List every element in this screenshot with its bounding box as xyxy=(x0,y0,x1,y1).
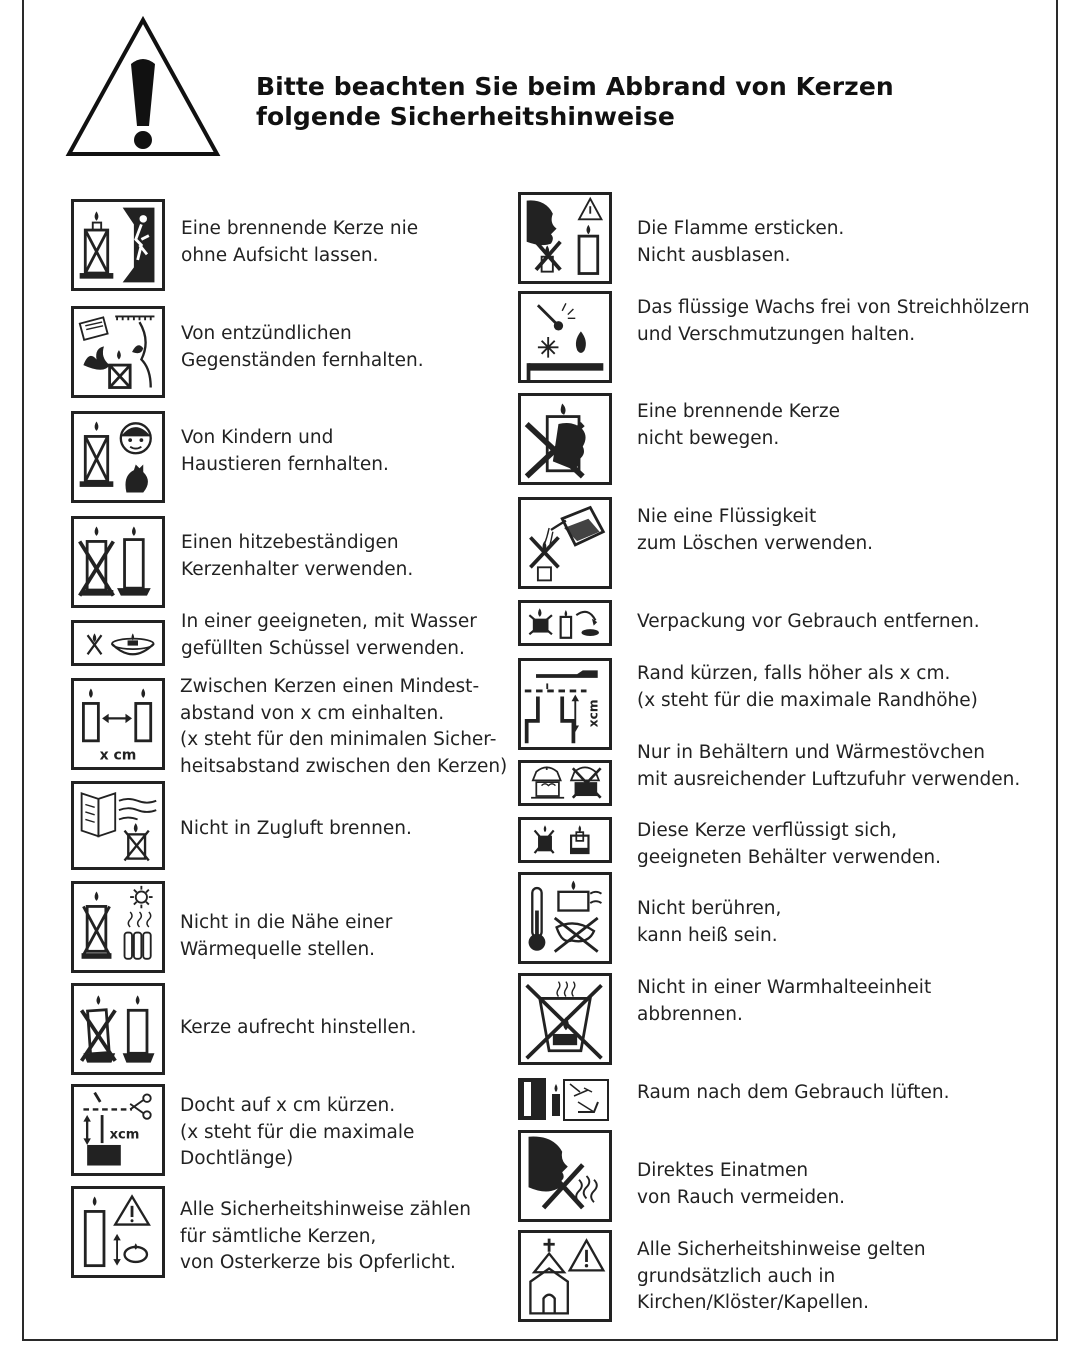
instruction-line: Nie eine Flüssigkeit xyxy=(637,506,817,527)
instruction-line: nicht bewegen. xyxy=(637,427,780,449)
remove-packaging-icon xyxy=(518,600,612,646)
instruction-line: Alle Sicherheitshinweise zählen xyxy=(180,1199,471,1220)
instruction-text xyxy=(637,399,840,452)
upright-candle-icon xyxy=(71,983,165,1075)
instruction-line: grundsätzlich auch in xyxy=(637,1265,836,1287)
instruction-line: abbrennen. xyxy=(637,1003,743,1025)
instruction-line: zum Löschen verwenden. xyxy=(637,532,874,554)
svg-text:x cm: x cm xyxy=(99,747,137,764)
instruction-line: für sämtliche Kerzen, xyxy=(180,1225,377,1247)
no-inhale-smoke-icon xyxy=(518,1130,612,1222)
instruction-line: von Osterkerze bis Opferlicht. xyxy=(180,1252,456,1273)
svg-text:xcm: xcm xyxy=(109,1127,140,1143)
instruction-line: (x steht für die maximale xyxy=(180,1121,415,1143)
candle-distance-icon xyxy=(71,678,165,770)
instruction-text xyxy=(637,1158,845,1211)
ventilate-room-icon xyxy=(518,1076,612,1122)
instruction-line: Von entzündlichen xyxy=(181,323,352,344)
title-line-1: Bitte beachten Sie beim Abbrand von Kerzen xyxy=(256,72,894,101)
instruction-text xyxy=(180,1093,414,1173)
instruction-text xyxy=(181,425,389,478)
instruction-text xyxy=(637,975,931,1028)
instruction-line: Das flüssige Wachs frei von Streichhölzern xyxy=(637,297,1030,318)
instruction-line: gefüllten Schüssel verwenden. xyxy=(181,637,465,659)
instruction-line: Nicht in einer Warmhalteeinheit xyxy=(637,977,932,998)
instruction-text xyxy=(181,216,418,269)
instruction-text xyxy=(637,818,941,871)
instruction-line: Docht auf x cm kürzen. xyxy=(180,1095,396,1116)
draught-icon xyxy=(71,781,165,870)
instruction-line: Gegenständen fernhalten. xyxy=(181,349,424,371)
instruction-line: Verpackung vor Gebrauch entfernen. xyxy=(637,611,980,632)
instruction-line: Alle Sicherheitshinweise gelten xyxy=(637,1239,926,1260)
trim-rim-icon xyxy=(518,658,612,750)
do-not-move-icon xyxy=(518,393,612,485)
instruction-text xyxy=(180,1015,417,1042)
warning-triangle-icon xyxy=(65,14,221,160)
no-warming-unit-icon xyxy=(518,973,612,1065)
instruction-line: Nicht in die Nähe einer xyxy=(180,912,393,933)
instruction-line: Kirchen/Klöster/Kapellen. xyxy=(637,1292,869,1313)
instruction-line: Wärmequelle stellen. xyxy=(180,938,376,960)
church-warning-icon xyxy=(518,1230,612,1322)
instruction-line: Nur in Behältern und Wärmestövchen xyxy=(637,742,985,763)
instruction-text xyxy=(637,504,873,557)
no-blowing-icon xyxy=(518,192,612,284)
instruction-line: (x steht für die maximale Randhöhe) xyxy=(637,689,978,711)
heat-source-icon xyxy=(71,881,165,973)
instruction-line: kann heiß sein. xyxy=(637,924,778,946)
instruction-text xyxy=(637,216,844,269)
instruction-line: ohne Aufsicht lassen. xyxy=(181,244,379,266)
flammable-objects-icon xyxy=(71,306,165,398)
svg-text:xcm: xcm xyxy=(586,699,601,728)
water-bowl-icon xyxy=(71,620,165,666)
instruction-line: Eine brennende Kerze nie xyxy=(181,218,419,239)
instruction-line: abstand von x cm einhalten. xyxy=(180,702,445,724)
instruction-line: Die Flamme ersticken. xyxy=(637,218,845,239)
instruction-line: Dochtlänge) xyxy=(180,1148,294,1169)
instruction-line: Einen hitzebeständigen xyxy=(181,532,399,553)
instruction-line: Von Kindern und xyxy=(181,427,334,448)
instruction-text xyxy=(637,1080,949,1107)
instruction-line: (x steht für den minimalen Sicher- xyxy=(180,729,497,750)
instruction-text xyxy=(637,609,980,636)
instruction-line: Nicht ausblasen. xyxy=(637,244,791,266)
instruction-line: Kerzenhalter verwenden. xyxy=(181,558,414,580)
hot-do-not-touch-icon xyxy=(518,872,612,964)
instruction-line: Kerze aufrecht hinstellen. xyxy=(180,1017,417,1038)
instruction-line: In einer geeigneten, mit Wasser xyxy=(181,611,477,632)
instruction-line: Nicht berühren, xyxy=(637,898,782,919)
children-pets-icon xyxy=(71,411,165,503)
instruction-text xyxy=(637,740,1020,793)
all-candles-warning-icon xyxy=(71,1186,165,1278)
instruction-text xyxy=(180,1197,471,1277)
instruction-text xyxy=(637,295,1030,348)
clean-wax-icon xyxy=(518,291,612,383)
instruction-line: von Rauch vermeiden. xyxy=(637,1186,846,1208)
instruction-text xyxy=(180,816,412,843)
instruction-line: heitsabstand zwischen den Kerzen) xyxy=(180,755,508,777)
trim-wick-icon xyxy=(71,1084,165,1176)
instruction-line: Zwischen Kerzen einen Mindest- xyxy=(180,676,480,697)
instruction-line: Haustieren fernhalten. xyxy=(181,453,389,475)
instruction-line: Nicht in Zugluft brennen. xyxy=(180,818,412,839)
instruction-text xyxy=(637,1237,926,1317)
instruction-text xyxy=(637,661,978,714)
liquefies-icon xyxy=(518,817,612,863)
instruction-text xyxy=(180,910,392,963)
instruction-text xyxy=(181,609,477,662)
instruction-line: und Verschmutzungen halten. xyxy=(637,323,916,345)
instruction-line: Direktes Einatmen xyxy=(637,1160,809,1181)
instruction-line: Diese Kerze verflüssigt sich, xyxy=(637,820,898,841)
heat-resistant-holder-icon xyxy=(71,516,165,608)
instruction-text xyxy=(181,530,413,583)
no-liquid-extinguish-icon xyxy=(518,497,612,589)
instruction-line: Rand kürzen, falls höher als x cm. xyxy=(637,663,951,684)
instruction-line: mit ausreichender Luftzufuhr verwenden. xyxy=(637,768,1021,790)
instruction-text xyxy=(637,896,781,949)
instruction-line: Eine brennende Kerze xyxy=(637,401,840,422)
instruction-text xyxy=(181,321,424,374)
title-line-2: folgende Sicherheitshinweise xyxy=(256,102,675,131)
unattended-candle-icon xyxy=(71,199,165,291)
instruction-text xyxy=(180,674,507,780)
instruction-line: Raum nach dem Gebrauch lüften. xyxy=(637,1082,950,1103)
instruction-line: geeigneten Behälter verwenden. xyxy=(637,846,942,868)
page-title xyxy=(256,72,894,132)
air-supply-icon xyxy=(518,760,612,806)
